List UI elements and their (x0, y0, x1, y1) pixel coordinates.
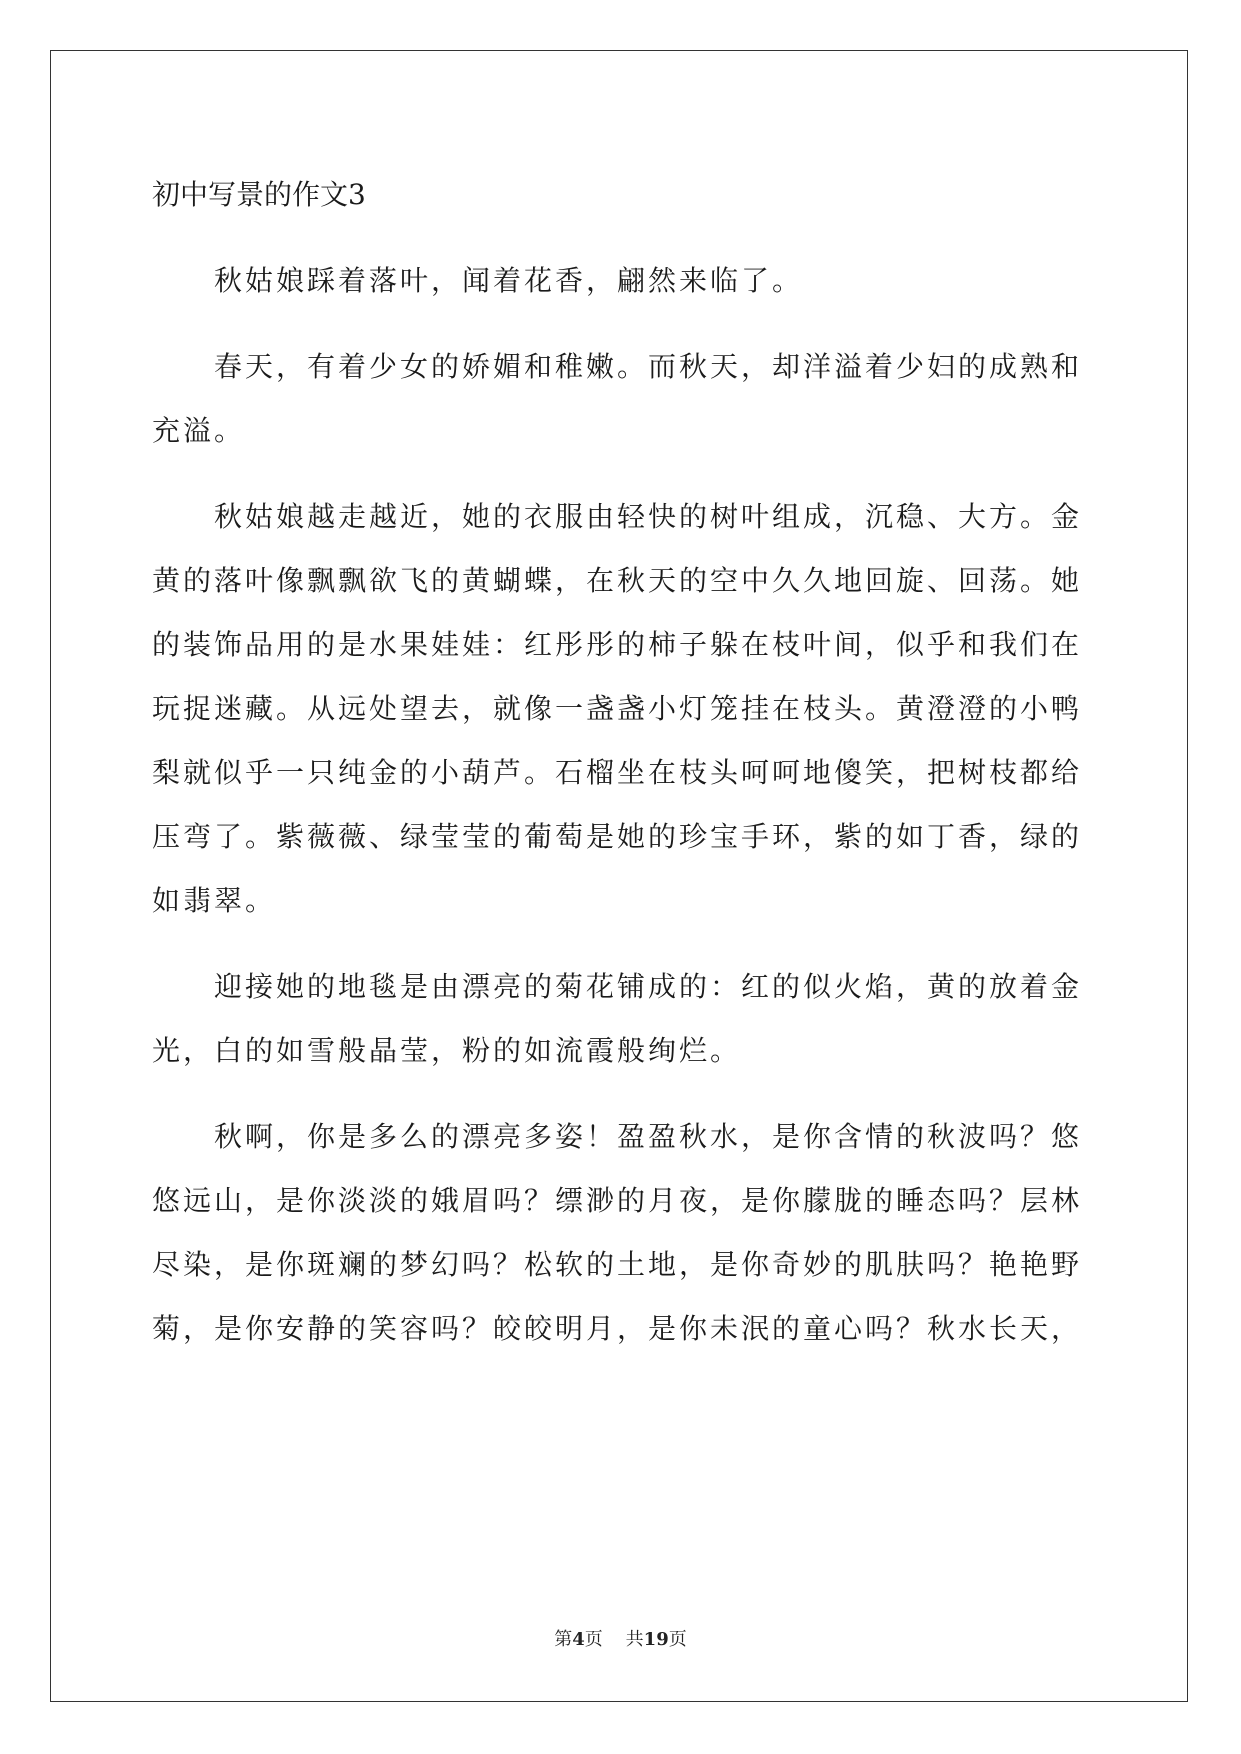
paragraph-line: 迎接她的地毯是由漂亮的菊花铺成的：红的似火焰，黄的放着金 (214, 970, 1083, 1003)
paragraph-line: 压弯了。紫薇薇、绿莹莹的葡萄是她的珍宝手环，紫的如丁香，绿的 (152, 820, 1083, 853)
paragraph-line: 秋姑娘踩着落叶，闻着花香，翩然来临了。 (214, 264, 804, 297)
paragraph-line: 梨就似乎一只纯金的小葫芦。石榴坐在枝头呵呵地傻笑，把树枝都给 (152, 756, 1083, 789)
paragraph-line: 光，白的如雪般晶莹，粉的如流霞般绚烂。 (152, 1034, 742, 1067)
page-number: 4 (572, 1629, 585, 1650)
paragraph-line: 的装饰品用的是水果娃娃：红彤彤的柿子躲在枝叶间，似乎和我们在 (152, 628, 1083, 661)
paragraph-line: 充溢。 (152, 414, 246, 447)
paragraph-line: 玩捉迷藏。从远处望去，就像一盏盏小灯笼挂在枝头。黄澄澄的小鸭 (152, 692, 1083, 725)
total-pages: 19 (643, 1629, 669, 1650)
document-body (152, 163, 1090, 1361)
spacer (152, 313, 1090, 335)
page-prefix: 第 (554, 1629, 573, 1650)
paragraph-line: 菊，是你安静的笑容吗？皎皎明月，是你未泯的童心吗？秋水长天， (152, 1312, 1083, 1345)
page-footer (0, 1625, 1241, 1651)
spacer (152, 933, 1090, 955)
paragraph-line: 悠远山，是你淡淡的娥眉吗？缥渺的月夜，是你朦胧的睡态吗？层林 (152, 1184, 1083, 1217)
paragraph (152, 335, 1090, 463)
paragraph-line: 秋啊，你是多么的漂亮多姿！盈盈秋水，是你含情的秋波吗？悠 (214, 1120, 1083, 1153)
paragraph-line: 秋姑娘越走越近，她的衣服由轻快的树叶组成，沉稳、大方。金 (214, 500, 1083, 533)
page-suffix: 页 (584, 1629, 603, 1650)
paragraph-line: 尽染，是你斑斓的梦幻吗？松软的土地，是你奇妙的肌肤吗？艳艳野 (152, 1248, 1083, 1281)
total-suffix: 页 (668, 1629, 687, 1650)
spacer (152, 1083, 1090, 1105)
paragraph (152, 485, 1090, 933)
paragraph (152, 249, 1090, 313)
spacer (152, 463, 1090, 485)
total-prefix: 共 (625, 1629, 644, 1650)
spacer (152, 227, 1090, 249)
paragraph-line: 如翡翠。 (152, 884, 277, 917)
paragraph (152, 1105, 1090, 1361)
document-title: 初中写景的作文3 (152, 178, 366, 211)
paragraph-line: 春天，有着少女的娇媚和稚嫩。而秋天，却洋溢着少妇的成熟和 (214, 350, 1083, 383)
paragraph-line: 黄的落叶像飘飘欲飞的黄蝴蝶，在秋天的空中久久地回旋、回荡。她 (152, 564, 1083, 597)
paragraph (152, 955, 1090, 1083)
